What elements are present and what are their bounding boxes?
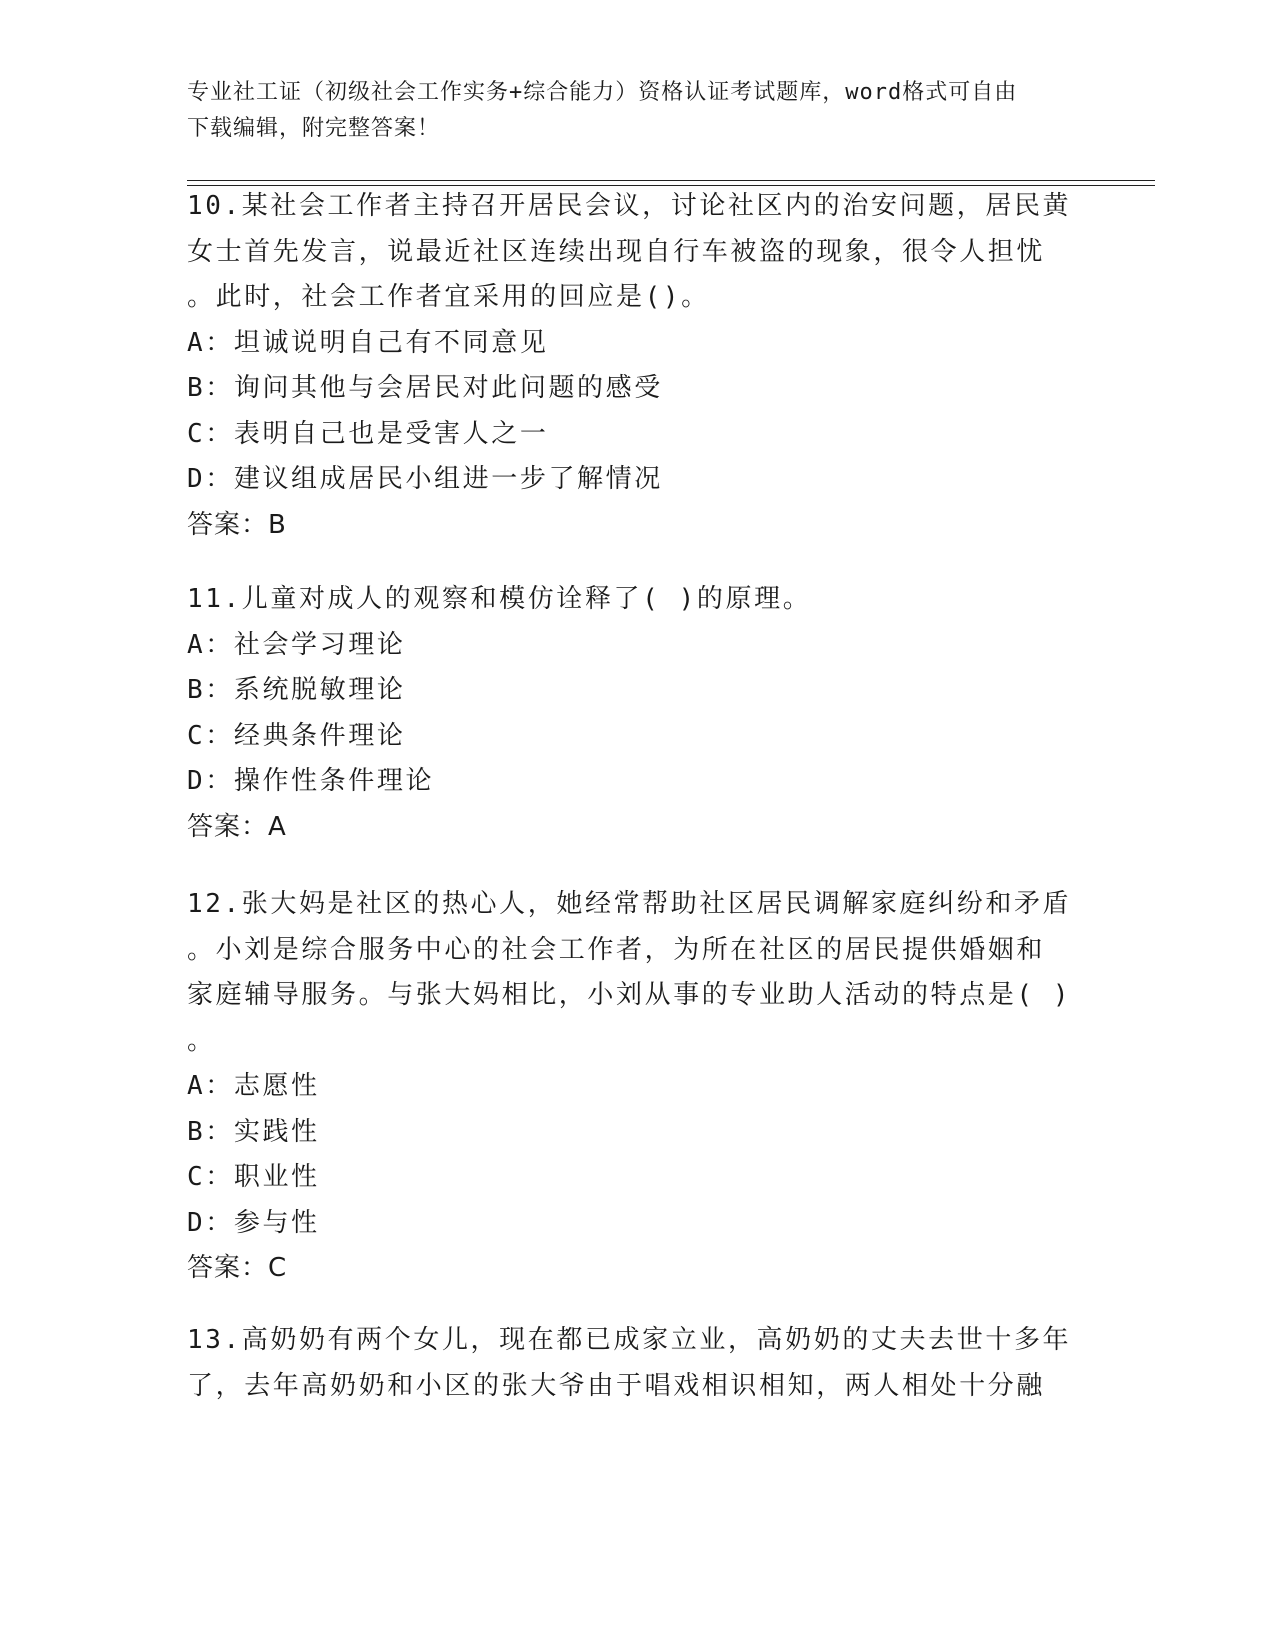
option-a: A：志愿性 [187, 1071, 320, 1101]
option-b: B：询问其他与会居民对此问题的感受 [187, 373, 663, 403]
option-a: A：坦诚说明自己有不同意见 [187, 327, 549, 358]
option-c: C：表明自己也是受害人之一 [187, 418, 549, 449]
question-stem-line: 11.儿童对成人的观察和模仿诠释了( )的原理。 [187, 584, 812, 614]
question-stem-line: 家庭辅导服务。与张大妈相比，小刘从事的专业助人活动的特点是( ) [187, 980, 1072, 1010]
question-stem-line: 12.张大妈是社区的热心人，她经常帮助社区居民调解家庭纠纷和矛盾 [187, 889, 1072, 919]
document-header [187, 75, 1087, 147]
question-stem-line: 女士首先发言，说最近社区连续出现自行车被盗的现象，很令人担忧 [187, 236, 1046, 267]
question-stem-line: 。此时，社会工作者宜采用的回应是()。 [187, 282, 710, 312]
question-12 [187, 882, 1087, 1292]
option-d: D：操作性条件理论 [187, 766, 435, 796]
answer: 答案：C [187, 1253, 288, 1283]
answer: 答案：B [187, 509, 287, 540]
question-10 [187, 184, 1087, 548]
question-stem-line: 了，去年高奶奶和小区的张大爷由于唱戏相识相知，两人相处十分融 [187, 1370, 1046, 1401]
question-stem-line: 10.某社会工作者主持召开居民会议，讨论社区内的治安问题，居民黄 [187, 191, 1072, 221]
option-c: C：经典条件理论 [187, 720, 406, 751]
question-stem-line: 13.高奶奶有两个女儿，现在都已成家立业，高奶奶的丈夫去世十多年 [187, 1325, 1072, 1355]
option-b: B：实践性 [187, 1116, 320, 1147]
question-stem-line: 。 [187, 1025, 216, 1056]
option-c: C：职业性 [187, 1162, 320, 1192]
question-11 [187, 577, 1087, 850]
header-rule-top [187, 180, 1155, 181]
option-d: D：建议组成居民小组进一步了解情况 [187, 464, 663, 494]
header-line-2: 下载编辑，附完整答案！ [187, 116, 441, 141]
option-a: A：社会学习理论 [187, 629, 406, 660]
question-stem-line: 。小刘是综合服务中心的社会工作者，为所在社区的居民提供婚姻和 [187, 934, 1046, 965]
answer: 答案：A [187, 811, 287, 842]
option-b: B：系统脱敏理论 [187, 675, 406, 705]
header-line-1: 专业社工证（初级社会工作实务+综合能力）资格认证考试题库，word格式可自由 [187, 80, 1018, 105]
question-13 [187, 1318, 1087, 1409]
option-d: D：参与性 [187, 1207, 320, 1238]
